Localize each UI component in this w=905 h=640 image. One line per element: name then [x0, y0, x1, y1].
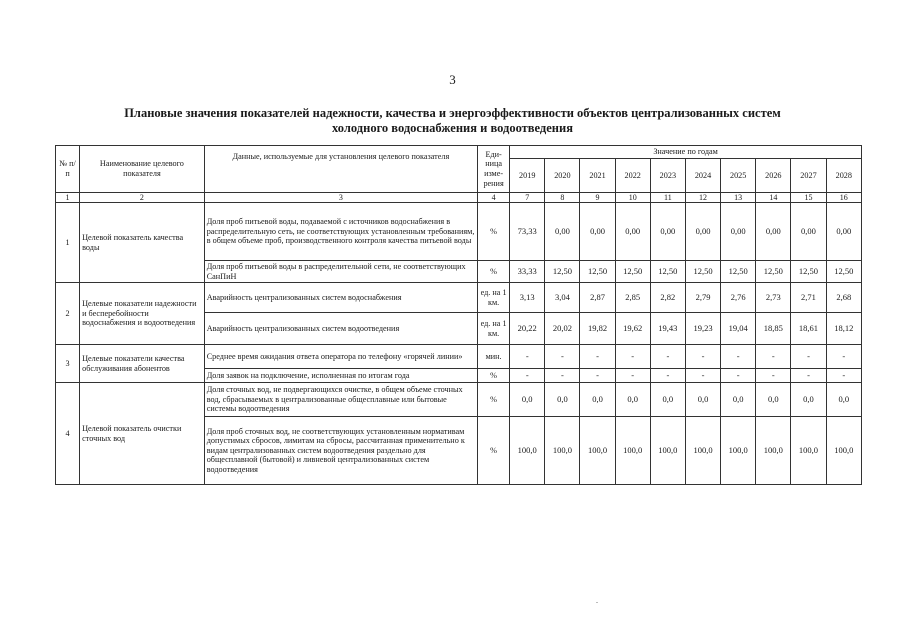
year-value: 0,00 — [615, 203, 650, 261]
year-value: 12,50 — [756, 261, 791, 283]
year-value: 12,50 — [826, 261, 861, 283]
year-value: - — [510, 369, 545, 383]
header-year: 2020 — [545, 159, 580, 193]
year-value: 12,50 — [650, 261, 685, 283]
year-value: 19,04 — [721, 313, 756, 345]
column-number: 8 — [545, 193, 580, 203]
header-unit: Еди- ница изме- рения — [478, 146, 510, 193]
year-value: - — [545, 345, 580, 369]
year-value: 3,04 — [545, 283, 580, 313]
indicator-data: Доля проб питьевой воды, подаваемой с источников водоснабжения в распределительную сеть, не соответствующих установленным требованиям, в общем объеме проб, производственного контроля качества питьевой воды — [204, 203, 477, 261]
year-value: 2,85 — [615, 283, 650, 313]
row-number: 4 — [56, 383, 80, 485]
year-value: 73,33 — [510, 203, 545, 261]
column-number-row — [56, 193, 862, 203]
column-number: 4 — [478, 193, 510, 203]
year-value: 12,50 — [721, 261, 756, 283]
year-value: 33,33 — [510, 261, 545, 283]
year-value: 19,82 — [580, 313, 615, 345]
year-value: - — [545, 369, 580, 383]
year-value: - — [756, 345, 791, 369]
column-number: 14 — [756, 193, 791, 203]
year-value: 0,0 — [826, 383, 861, 417]
header-year: 2022 — [615, 159, 650, 193]
column-number: 12 — [685, 193, 720, 203]
header-no: № п/п — [56, 146, 80, 193]
year-value: - — [650, 345, 685, 369]
year-value: - — [685, 369, 720, 383]
year-value: - — [580, 345, 615, 369]
unit: ед. на 1 км. — [478, 283, 510, 313]
indicator-data: Доля проб сточных вод, не соответствующих установленным нормативам допустимых сбросов, лимитам на сбросы, рассчитанная применительно к видам централизованных систем водоотведения раздельно для общесплавной (бытовой) и ливневой централизованных систем водоотведения — [204, 417, 477, 485]
year-value: 0,0 — [721, 383, 756, 417]
column-number: 2 — [80, 193, 205, 203]
column-number: 11 — [650, 193, 685, 203]
table-row — [56, 383, 862, 417]
year-value: - — [791, 369, 826, 383]
header-year: 2026 — [756, 159, 791, 193]
year-value: 2,73 — [756, 283, 791, 313]
year-value: 100,0 — [721, 417, 756, 485]
year-value: - — [615, 345, 650, 369]
year-value: 0,00 — [721, 203, 756, 261]
year-value: - — [721, 345, 756, 369]
indicator-data: Аварийность централизованных систем водоснабжения — [204, 283, 477, 313]
year-value: 100,0 — [615, 417, 650, 485]
year-value: 0,00 — [545, 203, 580, 261]
indicator-name: Целевой показатель качества воды — [80, 203, 205, 283]
indicator-name: Целевой показатель очистки сточных вод — [80, 383, 205, 485]
year-value: 100,0 — [756, 417, 791, 485]
table-row — [56, 345, 862, 369]
year-value: 19,62 — [615, 313, 650, 345]
column-number: 7 — [510, 193, 545, 203]
year-value: 0,0 — [580, 383, 615, 417]
header-year: 2021 — [580, 159, 615, 193]
header-year: 2028 — [826, 159, 861, 193]
year-value: - — [650, 369, 685, 383]
indicator-data: Доля заявок на подключение, исполненная по итогам года — [204, 369, 477, 383]
unit: мин. — [478, 345, 510, 369]
title-line-2: холодного водоснабжения и водоотведения — [332, 121, 573, 135]
header-values-by-year: Значение по годам — [510, 146, 862, 159]
year-value: 0,00 — [756, 203, 791, 261]
year-value: - — [756, 369, 791, 383]
unit: % — [478, 417, 510, 485]
document-title — [40, 106, 865, 136]
year-value: 100,0 — [580, 417, 615, 485]
table-row — [56, 283, 862, 313]
year-value: - — [510, 345, 545, 369]
year-value: 100,0 — [510, 417, 545, 485]
year-value: - — [721, 369, 756, 383]
indicators-table — [55, 145, 862, 485]
column-number: 15 — [791, 193, 826, 203]
indicator-data: Доля проб питьевой воды в распределительной сети, не соответствующих СанПиН — [204, 261, 477, 283]
year-value: 100,0 — [685, 417, 720, 485]
table-row — [56, 203, 862, 261]
year-value: 12,50 — [580, 261, 615, 283]
year-value: 0,0 — [756, 383, 791, 417]
header-year: 2024 — [685, 159, 720, 193]
indicator-data: Среднее время ожидания ответа оператора по телефону «горячей линии» — [204, 345, 477, 369]
column-number: 9 — [580, 193, 615, 203]
unit: % — [478, 369, 510, 383]
year-value: 2,82 — [650, 283, 685, 313]
year-value: 0,0 — [510, 383, 545, 417]
year-value: 20,22 — [510, 313, 545, 345]
year-value: 3,13 — [510, 283, 545, 313]
year-value: 0,0 — [650, 383, 685, 417]
header-data: Данные, используемые для установления целевого показателя — [204, 146, 477, 193]
header-year: 2019 — [510, 159, 545, 193]
year-value: 100,0 — [545, 417, 580, 485]
header-year: 2027 — [791, 159, 826, 193]
row-number: 3 — [56, 345, 80, 383]
year-value: - — [580, 369, 615, 383]
row-number: 2 — [56, 283, 80, 345]
year-value: 0,00 — [685, 203, 720, 261]
year-value: 100,0 — [826, 417, 861, 485]
column-number: 1 — [56, 193, 80, 203]
year-value: 100,0 — [791, 417, 826, 485]
indicator-name: Целевые показатели надежности и бесперебойности водоснабжения и водоотведения — [80, 283, 205, 345]
year-value: 12,50 — [791, 261, 826, 283]
year-value: 0,00 — [650, 203, 685, 261]
column-number: 16 — [826, 193, 861, 203]
unit: % — [478, 203, 510, 261]
year-value: - — [615, 369, 650, 383]
row-number: 1 — [56, 203, 80, 283]
year-value: 12,50 — [615, 261, 650, 283]
year-value: 0,0 — [545, 383, 580, 417]
year-value: 2,71 — [791, 283, 826, 313]
unit: % — [478, 261, 510, 283]
unit: ед. на 1 км. — [478, 313, 510, 345]
title-line-1: Плановые значения показателей надежности, качества и энергоэффективности объектов централизованных систем — [124, 106, 781, 120]
year-value: 2,68 — [826, 283, 861, 313]
year-value: 2,76 — [721, 283, 756, 313]
year-value: 18,85 — [756, 313, 791, 345]
header-indicator-name: Наименование целевого показателя — [80, 146, 205, 193]
year-value: 12,50 — [545, 261, 580, 283]
year-value: 100,0 — [650, 417, 685, 485]
header-year: 2023 — [650, 159, 685, 193]
year-value: 0,0 — [685, 383, 720, 417]
year-value: 0,0 — [615, 383, 650, 417]
year-value: 19,23 — [685, 313, 720, 345]
column-number: 13 — [721, 193, 756, 203]
indicator-data: Доля сточных вод, не подвергающихся очистке, в общем объеме сточных вод, сбрасываемых в централизованные общесплавные или бытовые системы водоотведения — [204, 383, 477, 417]
column-number: 3 — [204, 193, 477, 203]
indicator-name: Целевые показатели качества обслуживания абонентов — [80, 345, 205, 383]
year-value: 19,43 — [650, 313, 685, 345]
year-value: 18,12 — [826, 313, 861, 345]
year-value: - — [826, 369, 861, 383]
header-year: 2025 — [721, 159, 756, 193]
year-value: 18,61 — [791, 313, 826, 345]
unit: % — [478, 383, 510, 417]
scan-speck — [596, 602, 598, 603]
year-value: 2,87 — [580, 283, 615, 313]
indicator-data: Аварийность централизованных систем водоотведения — [204, 313, 477, 345]
year-value: - — [685, 345, 720, 369]
year-value: 12,50 — [685, 261, 720, 283]
year-value: 0,0 — [791, 383, 826, 417]
page-number: 3 — [449, 72, 456, 87]
year-value: - — [826, 345, 861, 369]
column-number: 10 — [615, 193, 650, 203]
year-value: - — [791, 345, 826, 369]
year-value: 2,79 — [685, 283, 720, 313]
year-value: 0,00 — [580, 203, 615, 261]
year-value: 0,00 — [791, 203, 826, 261]
year-value: 0,00 — [826, 203, 861, 261]
year-value: 20,02 — [545, 313, 580, 345]
